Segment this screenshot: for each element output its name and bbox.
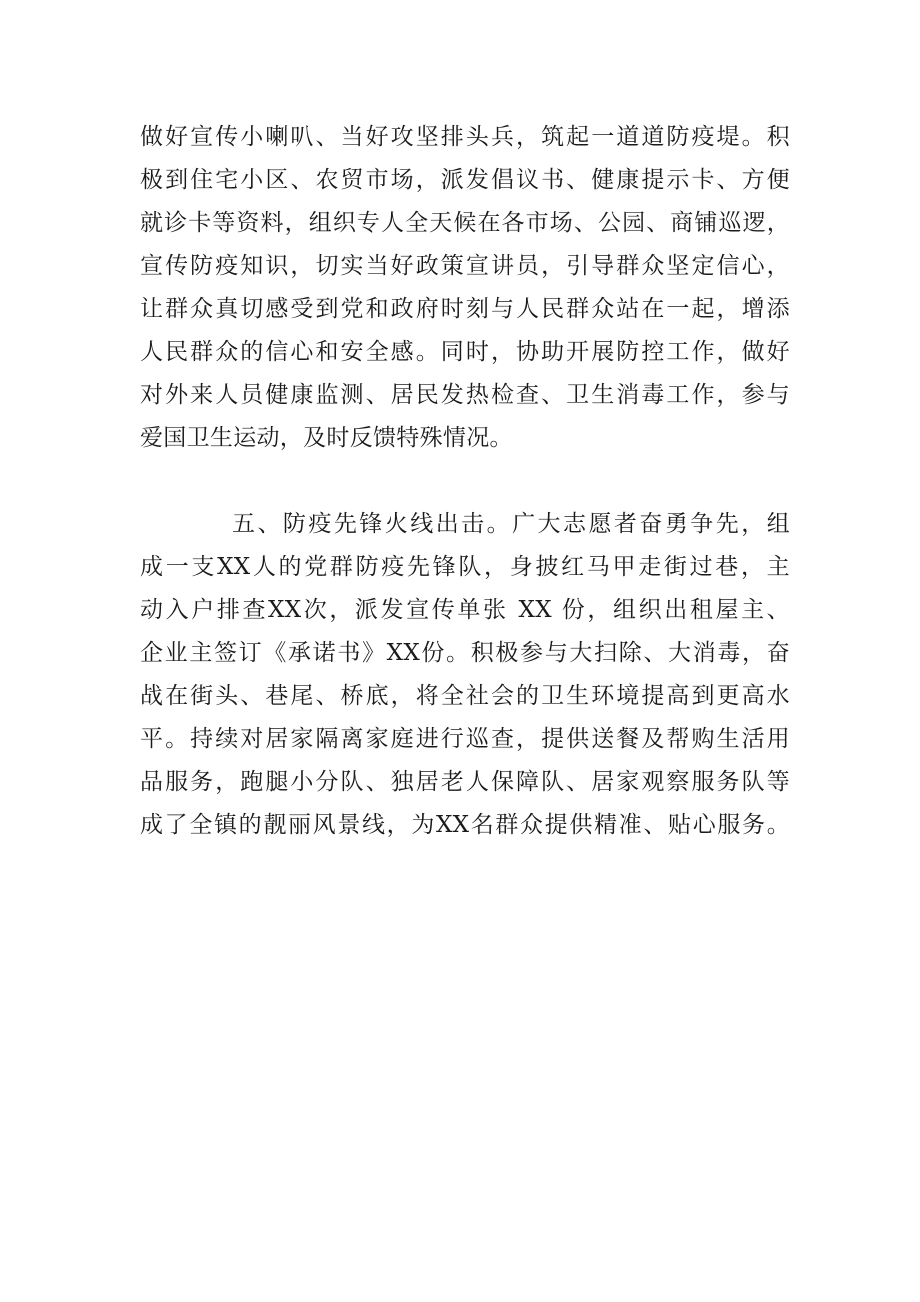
paragraph-vanguard xyxy=(140,503,790,847)
text-line: 人民群众的信心和安全感。同时，协助开展防控工作，做好 xyxy=(140,339,790,365)
text-line: 宣传防疫知识，切实当好政策宣讲员，引导群众坚定信心， xyxy=(140,253,790,279)
text-line: 就诊卡等资料，组织专人全天候在各市场、公园、商铺巡逻， xyxy=(140,210,790,236)
text-line: 战在街头、巷尾、桥底，将全社会的卫生环境提高到更高水 xyxy=(140,683,790,709)
paragraph-propaganda xyxy=(140,116,790,460)
text-line: 动入户排查XX次，派发宣传单张 XX 份，组织出租屋主、 xyxy=(140,597,790,623)
text-line: 爱国卫生运动，及时反馈特殊情况。 xyxy=(140,425,513,451)
text-line: 成了全镇的靓丽风景线，为XX名群众提供精准、贴心服务。 xyxy=(140,812,790,838)
text-line: 让群众真切感受到党和政府时刻与人民群众站在一起，增添 xyxy=(140,296,790,322)
text-line: 五、防疫先锋火线出击。广大志愿者奋勇争先，组 xyxy=(232,511,790,537)
text-line: 对外来人员健康监测、居民发热检查、卫生消毒工作，参与 xyxy=(140,382,790,408)
text-line: 平。持续对居家隔离家庭进行巡查，提供送餐及帮购生活用 xyxy=(140,726,790,752)
text-line: 极到住宅小区、农贸市场，派发倡议书、健康提示卡、方便 xyxy=(140,167,790,193)
text-line: 品服务，跑腿小分队、独居老人保障队、居家观察服务队等 xyxy=(140,769,790,795)
text-line: 成一支XX人的党群防疫先锋队，身披红马甲走街过巷，主 xyxy=(140,554,790,580)
text-line: 企业主签订《承诺书》XX份。积极参与大扫除、大消毒，奋 xyxy=(140,640,790,666)
text-line: 做好宣传小喇叭、当好攻坚排头兵，筑起一道道防疫堤。积 xyxy=(140,124,790,150)
